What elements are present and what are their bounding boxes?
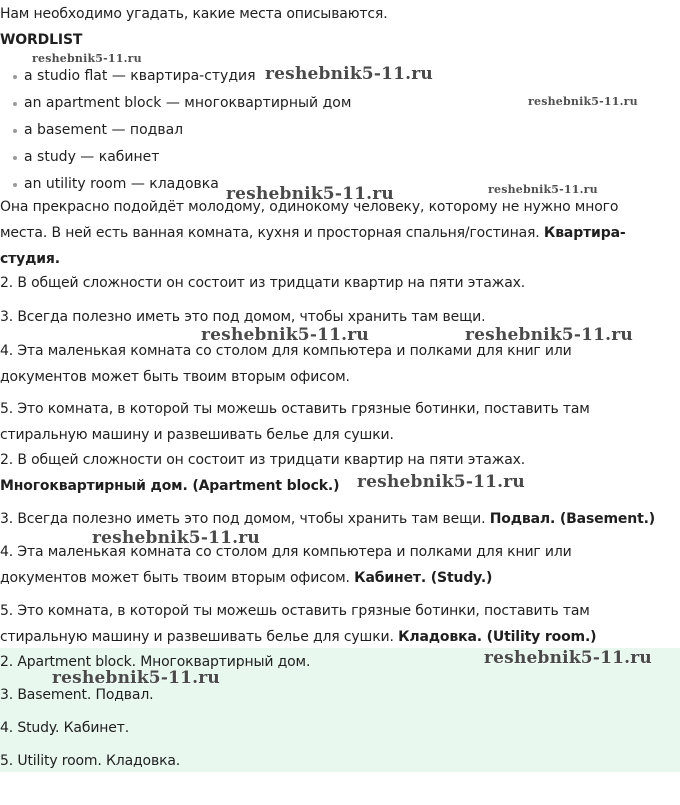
watermark: reshebnik5-11.ru — [92, 528, 260, 548]
watermark: reshebnik5-11.ru — [488, 183, 598, 196]
answer-4: Кабинет. (Study.) — [354, 570, 493, 586]
wordlist-title: WORDLIST — [0, 32, 83, 48]
watermark: reshebnik5-11.ru — [226, 184, 394, 204]
question-5-line1: 5. Это комната, в которой ты можешь оставить грязные ботинки, поставить там — [0, 401, 590, 417]
summary-item: 2. Apartment block. Многоквартирный дом. — [0, 654, 311, 670]
watermark: reshebnik5-11.ru — [357, 472, 525, 492]
answer-4-line2: документов может быть твоим вторым офисом. Кабинет. (Study.) — [0, 570, 493, 586]
summary-item: 4. Study. Кабинет. — [0, 720, 130, 736]
bullet-icon — [13, 183, 17, 187]
answer-2: Многоквартирный дом. (Apartment block.) — [0, 478, 340, 494]
answer-5: Кладовка. (Utility room.) — [398, 629, 597, 645]
bullet-icon — [13, 129, 17, 133]
question-4-line2: документов может быть твоим вторым офисом. — [0, 369, 350, 385]
watermark: reshebnik5-11.ru — [465, 325, 633, 345]
answer-5-line2: стиральную машину и развешивать белье для сушки. Кладовка. (Utility room.) — [0, 629, 597, 645]
summary-item: 5. Utility room. Кладовка. — [0, 753, 181, 769]
watermark: reshebnik5-11.ru — [528, 95, 638, 108]
summary-item: 3. Basement. Подвал. — [0, 687, 154, 703]
task1-line1: Она прекрасно подойдёт молодому, одинокому человеку, которому не нужно много — [0, 199, 619, 215]
watermark: reshebnik5-11.ru — [52, 668, 220, 688]
answer-5-line1: 5. Это комната, в которой ты можешь оставить грязные ботинки, поставить там — [0, 603, 590, 619]
intro-text: Нам необходимо угадать, какие места описываются. — [0, 6, 388, 22]
wordlist-item: an utility room — кладовка — [24, 176, 219, 192]
answer-2-line: 2. В общей сложности он состоит из тридцати квартир на пяти этажах. — [0, 452, 526, 468]
wordlist-item: a studio flat — квартира-студия — [24, 68, 256, 84]
question-4-line1: 4. Эта маленькая комната со столом для компьютера и полками для книг или — [0, 343, 572, 359]
watermark: reshebnik5-11.ru — [32, 52, 142, 65]
question-2: 2. В общей сложности он состоит из тридцати квартир на пяти этажах. — [0, 275, 526, 291]
wordlist-item: an apartment block — многоквартирный дом — [24, 95, 352, 111]
bullet-icon — [13, 75, 17, 79]
answer-3: Подвал. (Basement.) — [489, 511, 656, 527]
wordlist-item: a study — кабинет — [24, 149, 160, 165]
task1-answer-cont: студия. — [0, 251, 60, 267]
answer-3-line: 3. Всегда полезно иметь это под домом, чтобы хранить там вещи. Подвал. (Basement.) — [0, 511, 656, 527]
answer-4-line1: 4. Эта маленькая комната со столом для компьютера и полками для книг или — [0, 544, 572, 560]
watermark: reshebnik5-11.ru — [265, 64, 433, 84]
watermark: reshebnik5-11.ru — [484, 648, 652, 668]
question-5-line2: стиральную машину и развешивать белье для сушки. — [0, 427, 394, 443]
task1-line2: места. В ней есть ванная комната, кухня и просторная спальня/гостиная. Квартира- — [0, 225, 626, 241]
wordlist-item: a basement — подвал — [24, 122, 184, 138]
bullet-icon — [13, 156, 17, 160]
question-3: 3. Всегда полезно иметь это под домом, чтобы хранить там вещи. — [0, 309, 486, 325]
task1-answer: Квартира- — [543, 225, 626, 241]
bullet-icon — [13, 102, 17, 106]
watermark: reshebnik5-11.ru — [201, 325, 369, 345]
